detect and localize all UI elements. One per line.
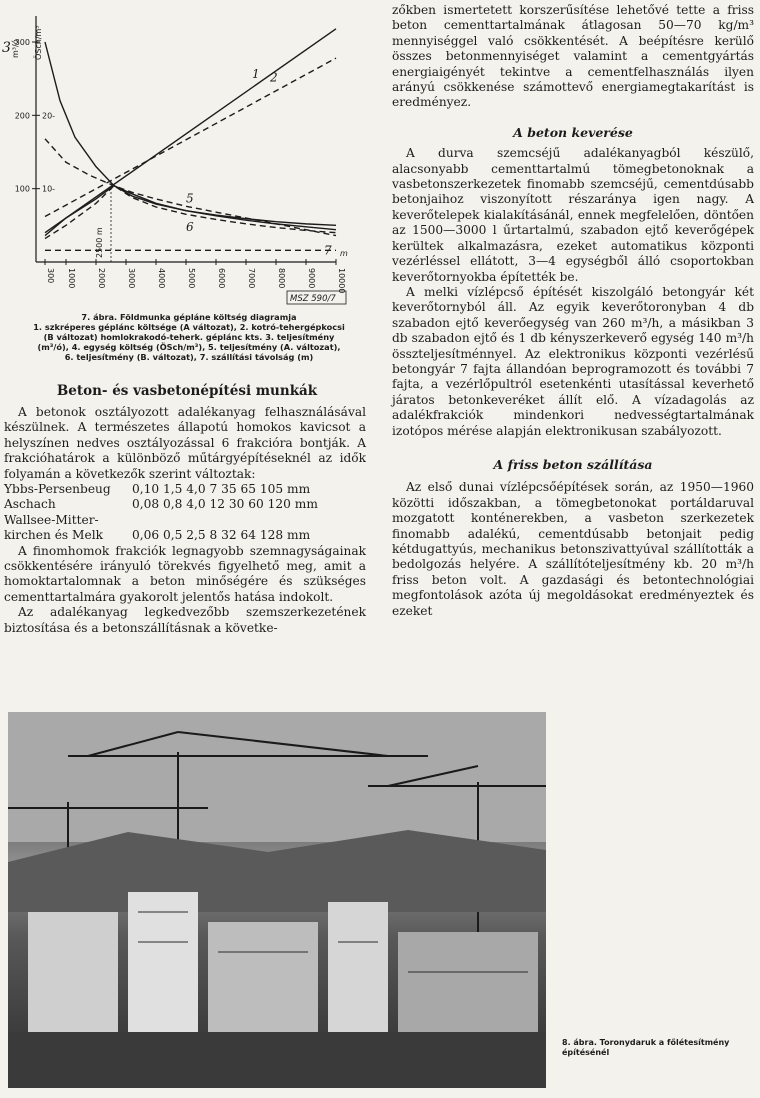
fraction-values: 0,08 0,8 4,0 12 30 60 120 mm [132,497,318,512]
series-label-6: 6 [186,219,194,234]
table-row [4,497,318,512]
intersection-annotation: 2500 m [95,227,104,258]
fraction-place: Aschach [4,497,56,512]
x-tick-label: 300 [46,268,55,284]
figure-7-caption-line: (B változat) homlokrakodó-teherk. géplánc kts. 3. teljesítmény [43,332,335,342]
series-label-5: 5 [186,191,194,206]
y-tick-label-right: 10- [42,184,56,194]
x-axis-unit: m [340,249,348,258]
cost-diagram-chart [0,0,372,310]
y-tick-label: 100 [14,184,30,194]
x-tick-label: 4000 [157,268,166,289]
table-row [4,482,318,497]
section-heading: Beton- és vasbetonépítési munkák [56,383,318,399]
fraction-place: kirchen és Melk [4,528,104,543]
fraction-place: Ybbs-Persenbeug [4,482,111,497]
x-tick-label: 7000 [247,268,256,289]
paragraph: zőkben ismertetett korszerűsítése lehetővé tette a friss beton cementtartalmának átlagosan 50—70 kg/m³ mennyiséggel való csökkentését. A beépítésre kerülő összes betonmennyiséget valamint a cementgyártás energiaigényét tekintve a cementfelhasználás ilyen arányú csökkenése számottevő energiamegtakarítást is eredményez. [392,3,754,110]
figure-7-caption-title: 7. ábra. Földmunka gépláne költség diagramja [81,312,297,322]
figure-7-caption [8,312,370,362]
figure-7-caption-line: 6. teljesítmény (B. változat), 7. szállítási távolság (m) [64,352,314,362]
x-tick-label: 6000 [217,268,226,289]
paragraph: Az adalékanyag legkedvezőbb szemszerkezetének biztosítása és a betonszállításnak a követke- [4,605,366,635]
y-axis-label-3: 3 [2,40,11,56]
x-tick-label: 2000 [97,268,106,289]
stamp-text: MSZ 590/7 [290,294,336,304]
construction-site-photo [8,712,546,1088]
figure-7 [0,0,372,310]
series-label-2: 2 [270,70,278,85]
fraction-place: Wallsee-Mitter- [4,512,99,527]
series-label-7: 7 [324,243,332,258]
subheading-transport: A friss beton szállítása [493,456,653,472]
y-axis-unit-right: ÖSch/m³ [34,25,43,60]
paragraph: A finomhomok frakciók legnagyobb szemnagyságainak csökkentésére irányuló törekvés figyelhető meg, amit a homoktartalomnak a beton minőségére és szükséges cementtartalmára gyakorolt jelentős hatása indokolt. [4,543,366,604]
right-column-text [392,3,754,619]
table-row [4,513,318,528]
x-tick-label: 1000 [67,268,76,289]
fraction-values: 0,10 1,5 4,0 7 35 65 105 mm [132,482,311,497]
figure-7-caption-line: (m³/ó), 4. egység költség (ÖSch/m³), 5. teljesítmény (A. változat), [37,342,341,352]
paragraph: A melki vízlépcső építését kiszolgáló betongyár két keverőtornyból áll. Az egyik keverőtoronyban 4 db szabadon ejtő keverőegység van 260 m³/h, a másikban 3 db szabadon ejtő és 1 db kényszerkeverő egység 140 m³/h összteljesítménnyel. Az elektronikus központi vezérlésű betongyár 7 fajta állandóan beprogramozott és további 7 fajta, a vezérlőpultról esetenkénti utasítással keverhető járatos betonkeveréket állít elő. A vízadagolás az adalékfrakciók mindenkori nedvességtartalmának izotópos mérése alapján elektronikusan szabályozott. [392,284,754,438]
table-row [4,528,318,543]
left-column-text [4,405,366,636]
paragraph: A durva szemcséjű adalékanyagból készülő, alacsonyabb cementtartalmú tömegbetonoknak a vasbetonszerkezetek finomabb szemcséjű, cementdúsabb betonjaihoz viszonyított részaránya igen nagy. A keverőtelepek kialakításánál, ennek megfelelően, döntően az 1500—3000 l űrtartalmú, szabadon ejtő keverőgépek kerültek alkalmazásra, ezeket automatikus központi vezérléssel ellátott, 3—4 egységből álló csoportokban keverőtornyokba építették be. [392,146,754,284]
figure-8-caption: 8. ábra. Toronydaruk a főlétesítmény építésénél [562,1038,730,1057]
y-tick-label: 200 [14,111,30,121]
series-label-1: 1 [252,67,260,81]
paragraph: Az első dunai vízlépcsőépítések során, az 1950—1960 közötti időszakban, a tömegbetonokat portáldaruval mozgatott konténerekben, a vasbeton szerkezetek finomabb adalékú, cementdúsabb betonjait pedig kétdugattyús, mechanikus betonszivattyúval szállították a bedolgozás helyére. A szállítóteljesítmény kb. 20 m³/h friss beton volt. A gazdasági és betontechnológiai megfontolások azóta új megoldásokat eredményeztek és ezeket [392,480,754,618]
y-tick-label-right: 20- [42,111,56,121]
x-tick-label: 9000 [307,268,316,289]
y-axis-unit-left: m³/ó [11,39,20,58]
fraction-table [4,482,318,544]
x-tick-label: 8000 [277,268,286,289]
figure-7-caption-line: 1. szkréperes géplánc költsége (A változat), 2. kotró-tehergépkocsi [33,322,345,332]
x-tick-label: 10000 [337,268,346,294]
fraction-values: 0,06 0,5 2,5 8 32 64 128 mm [132,528,311,543]
y-tick-label: 300 [14,38,30,47]
x-tick-label: 3000 [127,268,136,289]
paragraph: A betonok osztályozott adalékanyag felhasználásával készülnek. A természetes állapotú homokos kavicsot a helyszínen nedves osztályozással 6 frakcióra bontják. A frakcióhatárok a különböző műtárgyépítéseknél az idők folyamán a következők szerint változtak: [4,405,366,481]
x-tick-label: 5000 [187,268,196,289]
fraction-values [132,513,318,528]
subheading-mixing: A beton keverése [513,124,633,140]
